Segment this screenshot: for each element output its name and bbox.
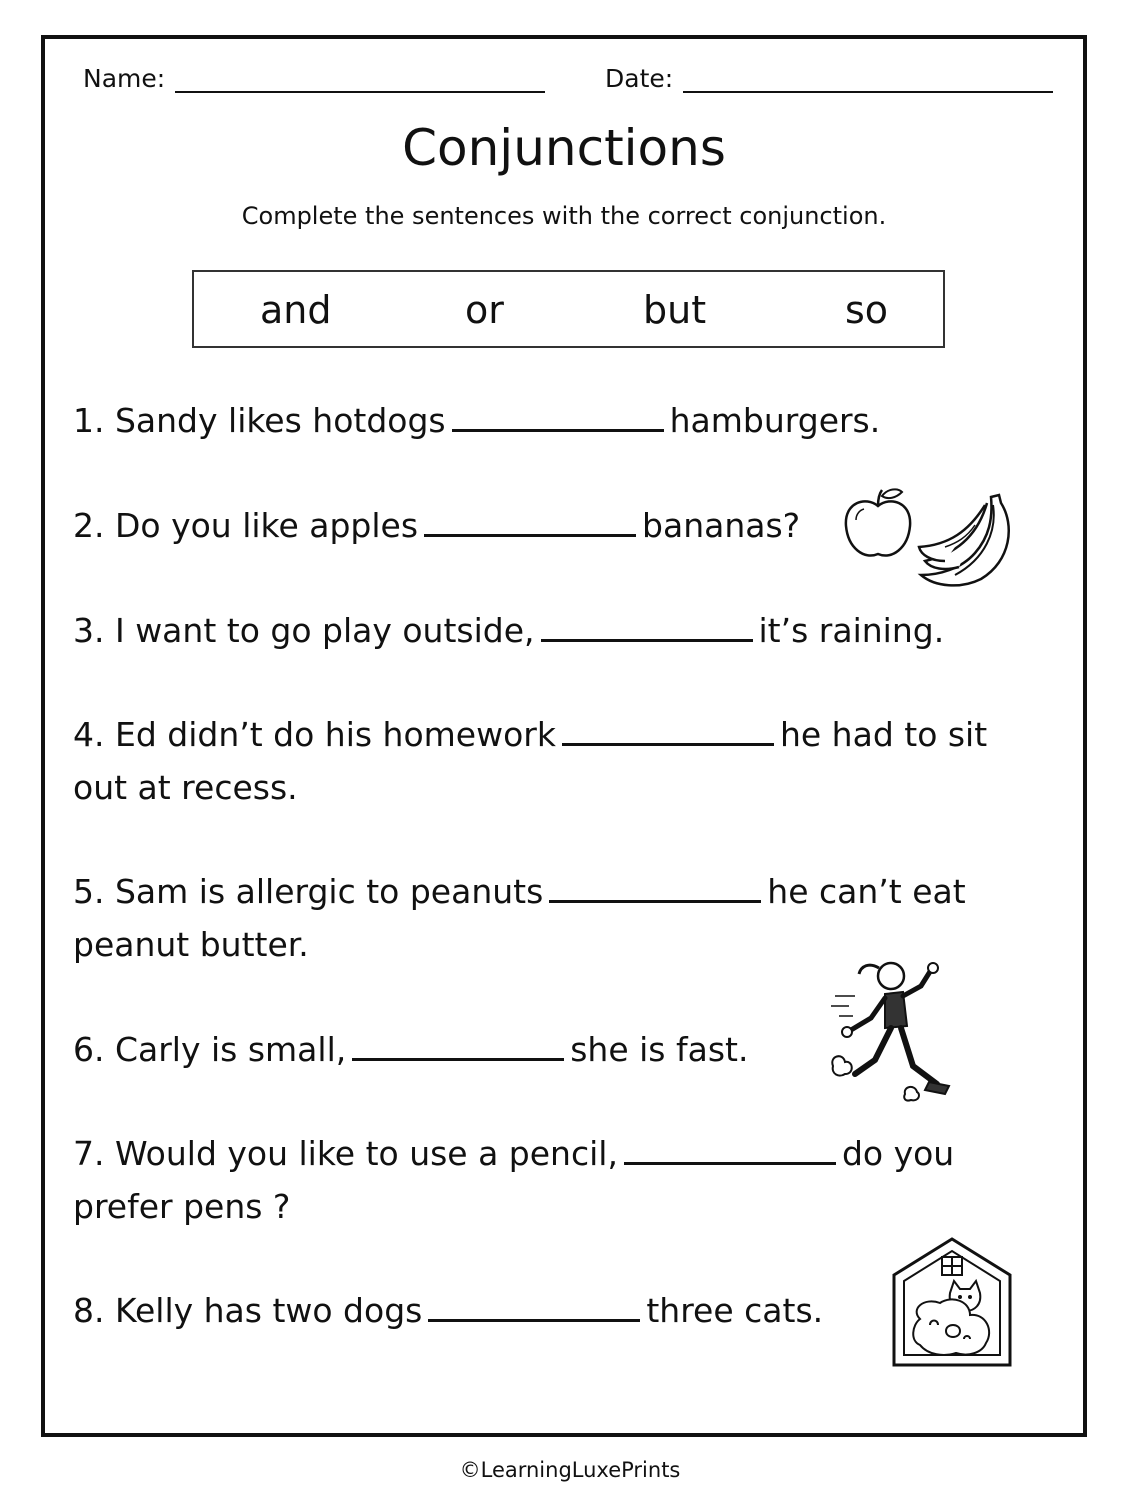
apple-icon — [838, 484, 918, 564]
question-text: 1. Sandy likes hotdogs — [73, 401, 446, 440]
question-text: he can’t eat — [767, 872, 966, 911]
word-bank — [192, 270, 945, 348]
question-text: do you — [841, 1134, 955, 1173]
instructions: Complete the sentences with the correct conjunction. — [241, 202, 887, 230]
question-text: 5. Sam is allergic to peanuts — [73, 872, 544, 911]
answer-blank[interactable] — [428, 1293, 640, 1322]
answer-blank[interactable] — [352, 1032, 564, 1061]
question-2 — [73, 499, 800, 552]
question-text: hamburgers. — [669, 401, 881, 440]
answer-blank[interactable] — [541, 613, 753, 642]
name-field[interactable] — [83, 61, 545, 93]
question-text: it’s raining. — [758, 611, 945, 650]
running-girl-icon — [825, 956, 955, 1106]
question-7 — [73, 1127, 954, 1233]
answer-blank[interactable] — [452, 403, 664, 432]
question-text: bananas? — [642, 506, 801, 545]
question-text: 4. Ed didn’t do his homework — [73, 715, 556, 754]
name-label: Name: — [83, 64, 166, 93]
word-bank-word: so — [845, 288, 889, 332]
question-4 — [73, 708, 987, 814]
question-8 — [73, 1284, 823, 1337]
pet-house-icon — [890, 1235, 1014, 1369]
name-line[interactable] — [175, 61, 545, 93]
answer-blank[interactable] — [624, 1136, 836, 1165]
word-bank-word: or — [465, 288, 504, 332]
question-text: three cats. — [646, 1291, 824, 1330]
question-text: 7. Would you like to use a pencil, — [73, 1134, 618, 1173]
answer-blank[interactable] — [549, 874, 761, 903]
word-bank-word: but — [643, 288, 707, 332]
question-text: 6. Carly is small, — [73, 1030, 347, 1069]
date-line[interactable] — [683, 61, 1053, 93]
question-6 — [73, 1023, 748, 1076]
question-text: 3. I want to go play outside, — [73, 611, 535, 650]
date-label: Date: — [605, 64, 674, 93]
date-field[interactable] — [605, 61, 1053, 93]
question-text: out at recess. — [73, 768, 298, 807]
worksheet-border — [41, 35, 1087, 1437]
question-text: 8. Kelly has two dogs — [73, 1291, 423, 1330]
copyright-footer: ©LearningLuxePrints — [459, 1458, 681, 1482]
question-text: peanut butter. — [73, 925, 309, 964]
page-title: Conjunctions — [402, 119, 726, 177]
question-text: she is fast. — [570, 1030, 749, 1069]
word-bank-word: and — [260, 288, 332, 332]
question-3 — [73, 604, 944, 657]
answer-blank[interactable] — [424, 508, 636, 537]
question-1 — [73, 394, 880, 447]
answer-blank[interactable] — [562, 717, 774, 746]
question-text: 2. Do you like apples — [73, 506, 419, 545]
banana-icon — [915, 491, 1017, 591]
question-text: he had to sit — [779, 715, 988, 754]
question-text: prefer pens ? — [73, 1187, 291, 1226]
